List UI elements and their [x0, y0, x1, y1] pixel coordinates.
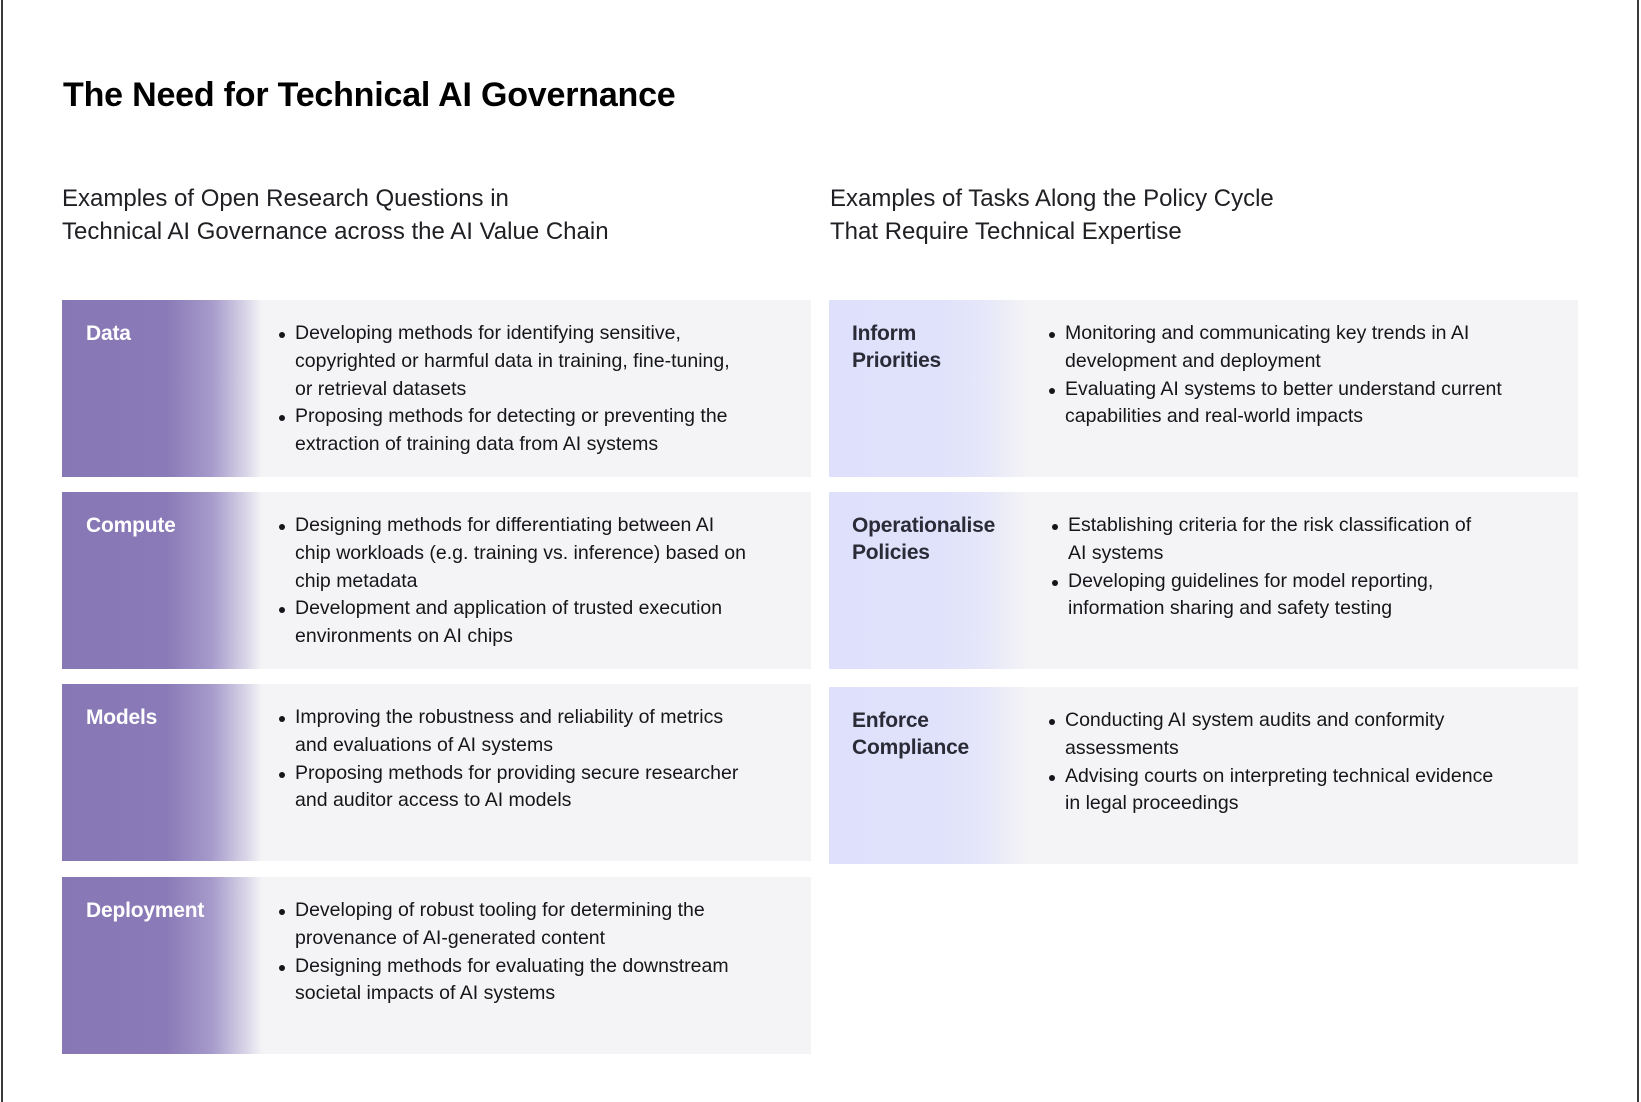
- card-inform-priorities: [829, 300, 1578, 477]
- card-data: [62, 300, 811, 477]
- stage-label: [852, 512, 995, 566]
- bullet-line: chip workloads (e.g. training vs. inference) based on: [295, 541, 746, 564]
- bullet-item: [1048, 707, 1493, 763]
- bullet-line: Monitoring and communicating key trends in AI: [1065, 322, 1470, 344]
- bullet-list: [1051, 512, 1471, 623]
- heading-line: Examples of Open Research Questions in: [62, 185, 509, 212]
- bullet-item: [278, 595, 746, 651]
- bullet-line: Development and application of trusted execution: [295, 597, 723, 620]
- bullet-item: [278, 953, 729, 1009]
- card-compute: [62, 492, 811, 669]
- right-border-line: [1637, 0, 1639, 1102]
- bullet-list: [1048, 320, 1502, 431]
- bullet-item: [278, 403, 730, 459]
- label-line: Compute: [86, 514, 176, 537]
- bullet-line: chip metadata: [295, 569, 418, 592]
- bullet-item: [1048, 320, 1502, 376]
- category-label: [86, 897, 204, 924]
- category-label: [86, 320, 131, 347]
- bullet-line: development and deployment: [1065, 349, 1321, 372]
- bullet-line: in legal proceedings: [1065, 792, 1239, 815]
- label-line: Deployment: [86, 899, 205, 922]
- label-line: Inform: [852, 322, 917, 345]
- card-models: [62, 684, 811, 861]
- bullet-list: [278, 704, 738, 815]
- bullet-line: Improving the robustness and reliability of metrics: [295, 706, 724, 728]
- heading-line: That Require Technical Expertise: [830, 218, 1182, 245]
- policy-cycle-heading: [830, 182, 1274, 248]
- bullet-line: and auditor access to AI models: [295, 789, 572, 812]
- bullet-line: societal impacts of AI systems: [295, 982, 556, 1005]
- bullet-line: copyrighted or harmful data in training, fine-tuning,: [295, 349, 730, 372]
- bullet-item: [278, 704, 738, 760]
- bullet-item: [1051, 512, 1471, 568]
- bullet-item: [1051, 568, 1471, 624]
- bullet-line: extraction of training data from AI systems: [295, 433, 659, 456]
- bullet-list: [278, 320, 730, 459]
- bullet-line: assessments: [1065, 736, 1179, 759]
- label-line: Enforce: [852, 709, 929, 732]
- bullet-line: Proposing methods for detecting or preventing the: [295, 405, 728, 428]
- bullet-line: provenance of AI-generated content: [295, 926, 606, 949]
- bullet-item: [278, 897, 729, 953]
- card-operationalise-policies: [829, 492, 1578, 669]
- page-title: The Need for Technical AI Governance: [63, 76, 676, 114]
- bullet-line: Developing guidelines for model reporting,: [1068, 569, 1434, 592]
- label-line: Policies: [852, 541, 930, 564]
- bullet-line: Evaluating AI systems to better understand current: [1065, 377, 1502, 400]
- bullet-line: Proposing methods for providing secure researcher: [295, 761, 739, 784]
- label-line: Models: [86, 706, 158, 729]
- left-border-line: [1, 0, 3, 1102]
- label-line: Compliance: [852, 736, 970, 759]
- bullet-list: [278, 512, 746, 651]
- bullet-line: Developing of robust tooling for determining the: [295, 899, 705, 921]
- label-line: Operationalise: [852, 514, 996, 537]
- card-enforce-compliance: [829, 687, 1578, 864]
- bullet-line: Establishing criteria for the risk classification of: [1068, 514, 1472, 536]
- bullet-item: [1048, 376, 1502, 432]
- bullet-item: [278, 320, 730, 403]
- bullet-line: and evaluations of AI systems: [295, 733, 553, 756]
- label-line: Priorities: [852, 349, 942, 372]
- bullet-list: [1048, 707, 1493, 818]
- bullet-line: capabilities and real-world impacts: [1065, 405, 1364, 428]
- bullet-line: environments on AI chips: [295, 625, 513, 648]
- stage-label: [852, 707, 969, 761]
- heading-line: Examples of Tasks Along the Policy Cycle: [830, 185, 1274, 212]
- bullet-item: [278, 760, 738, 816]
- bullet-line: Advising courts on interpreting technical evidence: [1065, 764, 1494, 787]
- bullet-line: or retrieval datasets: [295, 377, 467, 400]
- card-deployment: [62, 877, 811, 1054]
- heading-line: Technical AI Governance across the AI Value Chain: [62, 218, 609, 245]
- bullet-list: [278, 897, 729, 1008]
- stage-label: [852, 320, 941, 374]
- bullet-line: information sharing and safety testing: [1068, 597, 1393, 620]
- bullet-item: [1048, 763, 1493, 819]
- label-line: Data: [86, 322, 131, 345]
- value-chain-heading: [62, 182, 609, 248]
- category-label: [86, 704, 157, 731]
- bullet-line: Conducting AI system audits and conformity: [1065, 709, 1445, 731]
- category-label: [86, 512, 176, 539]
- bullet-line: Designing methods for evaluating the downstream: [295, 954, 729, 977]
- bullet-item: [278, 512, 746, 595]
- bullet-line: AI systems: [1068, 541, 1164, 564]
- bullet-line: Designing methods for differentiating between AI: [295, 514, 715, 536]
- bullet-line: Developing methods for identifying sensitive,: [295, 322, 681, 344]
